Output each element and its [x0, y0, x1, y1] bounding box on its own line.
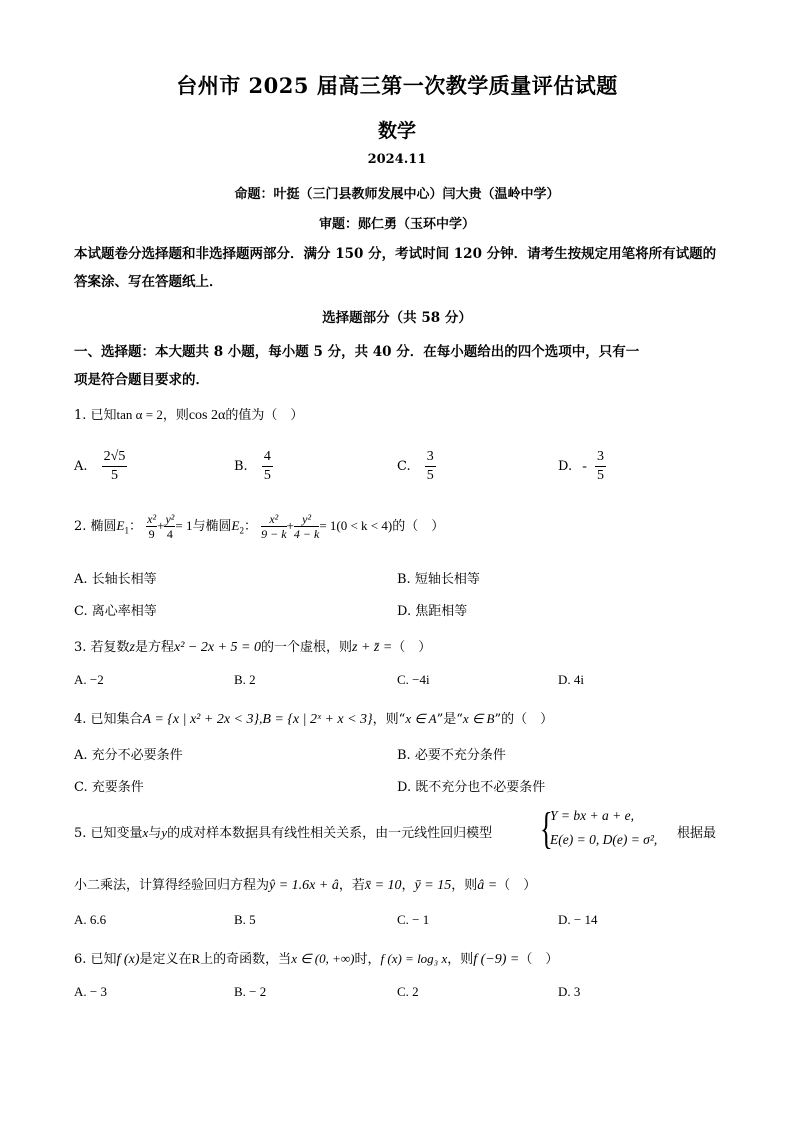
q4-option-b: B. 必要不充分条件: [397, 748, 506, 763]
q1-a-num: 2√5: [102, 448, 128, 467]
q1-c-label: C.: [397, 459, 411, 474]
q1-c-den: 5: [426, 468, 434, 483]
q3-option-d: D. 4i: [558, 672, 584, 687]
q6-ask: f (−9) =: [473, 952, 520, 967]
q6-option-d: D. 3: [558, 984, 581, 999]
q5-y: y: [161, 825, 168, 840]
q3-prefix: 3. 若复数: [74, 640, 130, 655]
q2-plus-2: +: [286, 518, 294, 533]
q6-prefix: 6. 已知: [74, 952, 117, 967]
exam-subject: 数学: [377, 120, 416, 142]
q1-expression: cos 2α: [188, 408, 226, 423]
q5-c2: ，: [401, 878, 415, 893]
q1-a-label: A.: [74, 459, 88, 474]
exam-instructions: 本试题卷分选择题和非选择题两部分．满分 150 分，考试时间 120 分钟．请考生按规定用笔将所有试题的答案涂、写在答题纸上．: [74, 246, 717, 290]
q6-domain: x ∈ (0, +∞): [291, 951, 355, 966]
q2-num-x2: x²: [147, 512, 157, 526]
q5-ybar: ȳ = 15: [414, 878, 452, 893]
q3-option-b: B. 2: [234, 672, 256, 687]
q5-suffix2: （ ）: [497, 878, 537, 893]
q2-colon-1: ：: [129, 519, 143, 534]
exam-title: 台州市 2025 届高三第一次教学质量评估试题: [176, 73, 618, 98]
q5-option-b: B. 5: [234, 912, 256, 927]
question-5-line1: [74, 822, 492, 841]
q4-set-a: A = {x | x² + 2x < 3}: [142, 712, 260, 727]
q2-prefix: 2. 椭圆: [74, 519, 117, 534]
q1-option-b: [234, 448, 273, 485]
q2-eq2: = 1(0 < k < 4): [319, 518, 393, 533]
q1-b-label: B.: [234, 459, 248, 474]
q6-mid2: 上的奇函数，当: [200, 952, 292, 967]
q1-d-fraction: [595, 448, 606, 485]
q1-a-den: 5: [111, 468, 119, 483]
q4-in-a: x ∈ A: [405, 711, 437, 726]
exam-authors: 命题：叶挺（三门县教师发展中心）闫大贵（温岭中学）: [234, 187, 560, 202]
q6-mid: 是定义在: [139, 952, 192, 967]
q1-option-d: [558, 448, 606, 485]
exam-date: 2024.11: [367, 152, 427, 167]
q3-mid2: 的一个虚根，则: [260, 640, 352, 655]
question-3: [74, 636, 431, 656]
q1-a-fraction: [102, 448, 128, 485]
q5-regression: ŷ = 1.6x + â: [269, 878, 339, 893]
q2-num-y2-b: y²: [294, 512, 319, 527]
q1-option-a: [74, 448, 127, 485]
q4-option-a: A. 充分不必要条件: [74, 748, 183, 763]
q6-definition: f (x) = log₃ x: [380, 951, 448, 966]
q2-colon-2: ：: [243, 519, 257, 534]
question-5-line2: [74, 874, 536, 894]
q5-brace: {: [540, 804, 553, 853]
q6-fx: f (x): [116, 952, 140, 967]
exam-reviewer: 审题：郧仁勇（玉环中学）: [318, 217, 475, 232]
q1-d-label: D.: [558, 459, 573, 474]
question-1: [74, 404, 303, 424]
q4-comma: ,: [259, 711, 263, 726]
part1-heading-line1: 一、选择题：本大题共 8 小题，每小题 5 分，共 40 分．在每小题给出的四个选项中，只有一: [74, 344, 640, 360]
q6-r: R: [191, 951, 201, 966]
question-4: [74, 708, 553, 728]
q6-option-a: A. − 3: [74, 984, 107, 999]
q1-condition: tan α = 2: [116, 407, 163, 422]
q5-and: 与: [148, 826, 162, 841]
q3-expression: z + z̄ =: [352, 640, 393, 655]
q5-mid: 的成对样本数据具有线性相关关系，由一元线性回归模型: [167, 826, 493, 841]
q1-b-num: 4: [262, 448, 273, 467]
q2-frac-x2-9k: [261, 512, 286, 541]
q2-suffix: 的（ ）: [392, 519, 445, 534]
question-2: [74, 512, 444, 541]
question-6: [74, 948, 558, 968]
q5-option-a: A. 6.6: [74, 912, 107, 927]
part1-heading-line2: 项是符合题目要求的．: [74, 372, 209, 388]
q1-c-num: 3: [425, 448, 436, 467]
q1-option-c: [397, 448, 436, 485]
q1-b-den: 5: [263, 468, 271, 483]
q5-x: x: [142, 825, 149, 840]
q5-prefix: 5. 已知变量: [74, 826, 143, 841]
q4-set-b: B = {x | 2ˣ + x < 3}: [262, 712, 373, 727]
q2-frac-y2-4k: [294, 512, 319, 541]
q5-c3: ，则: [451, 878, 478, 893]
q3-option-c: C. −4i: [397, 672, 430, 687]
q5-xbar: x̄ = 10: [364, 878, 402, 893]
q1-b-fraction: [262, 448, 273, 485]
q3-z: z: [129, 640, 135, 655]
q2-option-b: B. 短轴长相等: [397, 572, 480, 587]
q2-den-9: 9: [148, 527, 155, 541]
q2-e2: E: [231, 518, 240, 533]
q4-option-d: D. 既不充分也不必要条件: [397, 780, 546, 795]
q5-c1: ，若: [338, 878, 365, 893]
q6-option-b: B. − 2: [234, 984, 267, 999]
q2-den-4k: 4 − k: [293, 527, 320, 541]
q5-ahat: â =: [477, 878, 498, 893]
q2-eq1: = 1: [175, 518, 193, 533]
q1-suffix: 的值为（ ）: [225, 408, 304, 423]
q5-option-d: D. − 14: [558, 912, 598, 927]
q1-d-num: 3: [595, 448, 606, 467]
q4-in-b: x ∈ B: [462, 711, 495, 726]
q2-den-9k: 9 − k: [261, 527, 287, 541]
q3-equation: x² − 2x + 5 = 0: [174, 640, 261, 655]
q2-option-d: D. 焦距相等: [397, 604, 468, 619]
q5-model-line1: Y = bx + a + e,: [550, 808, 634, 823]
q1-c-fraction: [425, 448, 436, 485]
q2-e2-sub: 2: [239, 525, 244, 536]
q2-e1: E: [116, 518, 125, 533]
q4-option-c: C. 充要条件: [74, 780, 144, 795]
section-title: 选择题部分（共 58 分）: [322, 310, 472, 326]
q5-suffix1: 根据最: [677, 826, 717, 841]
q1-prefix: 1. 已知: [74, 408, 117, 423]
q1-d-den: 5: [597, 468, 605, 483]
q6-mid4: ，则: [447, 952, 474, 967]
q2-num-y2: y²: [165, 512, 175, 526]
q2-frac-x2-9: [146, 512, 157, 541]
q2-den-4: 4: [166, 527, 173, 541]
q2-mid: 与椭圆: [192, 519, 232, 534]
q6-option-c: C. 2: [397, 984, 419, 999]
q2-option-c: C. 离心率相等: [74, 604, 157, 619]
q6-mid3: 时，: [354, 952, 381, 967]
q4-prefix: 4. 已知集合: [74, 712, 143, 727]
q3-option-a: A. −2: [74, 672, 104, 687]
q6-suffix: （ ）: [519, 952, 559, 967]
q4-is: ”是“: [436, 712, 463, 727]
q5-model-line2: E(e) = 0, D(e) = σ²,: [550, 832, 658, 847]
q4-suffix: ”的（ ）: [494, 712, 554, 727]
q3-mid: 是方程: [135, 640, 175, 655]
q2-num-x2-b: x²: [261, 512, 286, 527]
q1-d-sign: -: [582, 459, 587, 474]
q4-mid: ，则“: [372, 712, 406, 727]
q2-option-a: A. 长轴长相等: [74, 572, 157, 587]
q3-suffix: （ ）: [392, 640, 432, 655]
q5-option-c: C. − 1: [397, 912, 430, 927]
q1-mid: ，则: [162, 408, 189, 423]
q2-frac-y2-4: [164, 512, 175, 541]
q5-line2-prefix: 小二乘法，计算得经验回归方程为: [74, 878, 270, 893]
q2-plus-1: +: [157, 518, 165, 533]
q2-e1-sub: 1: [124, 525, 129, 536]
